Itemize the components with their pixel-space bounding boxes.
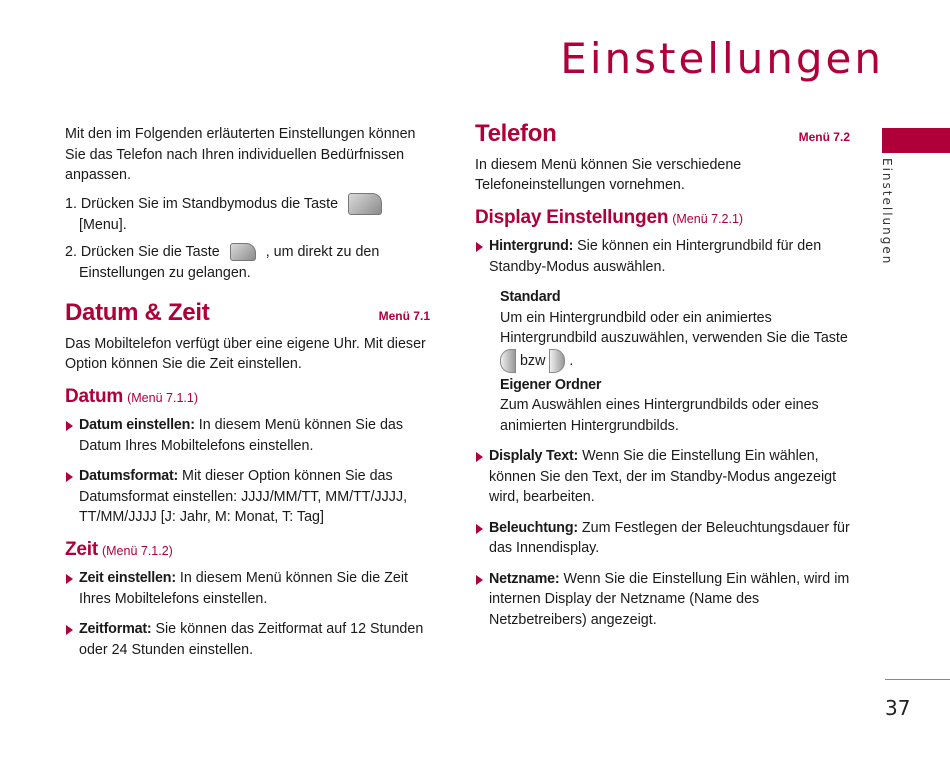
right-column [475,120,850,630]
bullet-term: Datumsformat: [79,468,179,484]
page-title: Einstellungen [560,34,884,83]
section-telefon-title: Telefon [475,120,557,147]
bullet-arrow-icon [476,524,483,534]
bullet-arrow-icon [66,625,73,635]
bullet-arrow-icon [476,452,483,462]
bullet-text: In diesem Menü können Sie das Datum Ihres Mobiltelefons einstellen. [79,417,403,454]
step-1 [65,193,430,236]
number-7-key-icon: 7 [230,243,256,261]
option-standard [475,287,850,436]
subsection-display-title: Display Einstellungen [475,206,669,228]
bullet-datumsformat [65,466,430,528]
bullet-display-text [475,446,850,508]
bullet-text: Wenn Sie die Einstellung Ein wählen, wird im internen Display der Netzname (Name des Netzbetreibers) angezeigt. [489,570,850,628]
nav-right-key-icon [549,349,565,373]
page-number: 37 [885,696,911,720]
bullet-text: Wenn Sie die Einstellung Ein wählen, können Sie den Text, der im Standby-Modus angezeigt wird, bearbeiten. [489,448,837,505]
nav-left-key-icon [500,349,516,373]
bullet-term: Zeitformat: [79,621,152,637]
option-eigener-title: Eigener Ordner [500,376,602,393]
subsection-display-heading [475,208,850,230]
option-standard-title: Standard [500,289,561,305]
section-tab-marker [882,128,950,153]
bullet-text: In diesem Menü können Sie die Zeit Ihres Mobiltelefons einstellen. [79,570,408,607]
bullet-netzname [475,569,850,631]
subsection-display-menu: (Menü 7.2.1) [672,211,744,226]
bullet-term: Beleuchtung: [489,519,578,536]
bullet-arrow-icon [66,574,73,584]
bullet-beleuchtung [475,518,850,559]
bullet-zeitformat [65,619,430,660]
section-telefon-heading [475,120,850,148]
subsection-zeit-title: Zeit [65,538,98,560]
bullet-term: Displaly Text: [489,448,579,464]
section-side-label: Einstellungen [880,158,894,266]
step-1-text: 1. Drücken Sie im Standbymodus die Taste [65,195,339,212]
subsection-datum-menu: (Menü 7.1.1) [127,390,198,405]
bullet-term: Hintergrund: [489,238,574,254]
subsection-datum-heading [65,387,430,409]
menu-key-icon: ✦ [348,193,382,215]
bullet-text: Sie können ein Hintergrundbild für den Standby-Modus auswählen. [489,238,822,275]
bullet-arrow-icon [66,421,73,431]
intro-paragraph: Mit den im Folgenden erläuterten Einstellungen können Sie das Telefon nach Ihren individuellen Bedürfnissen anpassen. [65,126,416,183]
bullet-text: Sie können das Zeitformat auf 12 Stunden oder 24 Stunden einstellen. [79,621,424,658]
option-standard-desc: Um ein Hintergrundbild oder ein animiertes Hintergrundbild auszuwählen, verwenden Sie die Taste [500,309,848,346]
option-standard-text [500,308,850,373]
step-2-text: 2. Drücken Sie die Taste [65,244,220,260]
section-datum-zeit-title: Datum & Zeit [65,299,210,326]
left-column [65,124,430,660]
section-telefon-desc: In diesem Menü können Sie verschiedene Telefoneinstellungen vornehmen. [475,156,742,193]
bullet-text: Mit dieser Option können Sie das Datumsformat einstellen: JJJJ/MM/TT, MM/TT/JJJJ, TT/MM/JJJJ [J: Jahr, M: Monat, T: Tag] [79,468,408,525]
step-2 [65,242,430,283]
bullet-zeit-einstellen [65,568,430,609]
section-datum-zeit-desc: Das Mobiltelefon verfügt über eine eigene Uhr. Mit dieser Option können Sie die Zeit einstellen. [65,335,426,372]
bullet-term: Datum einstellen: [79,417,195,433]
step-2-suffix: , um direkt zu den Einstellungen zu gelangen. [79,244,380,281]
bullet-datum-einstellen [65,415,430,456]
footer-rule [885,679,950,680]
option-eigener-text: Zum Auswählen eines Hintergrundbilds oder eines animierten Hintergrundbilds. [500,397,819,434]
bullet-term: Netzname: [489,570,560,587]
step-1-suffix: [Menu]. [79,216,127,233]
bullet-term: Zeit einstellen: [79,570,176,586]
subsection-zeit-menu: (Menü 7.1.2) [101,543,173,558]
section-datum-zeit-menu: Menü 7.1 [378,309,430,323]
section-datum-zeit-heading [65,299,430,327]
bullet-text: Zum Festlegen der Beleuchtungsdauer für das Innendisplay. [489,519,850,556]
bullet-hintergrund [475,236,850,277]
bzw-text: bzw [519,352,546,369]
subsection-zeit-heading [65,540,430,562]
bullet-arrow-icon [476,575,483,585]
bullet-arrow-icon [66,472,73,482]
period-text: . [569,352,574,369]
bullet-arrow-icon [476,242,483,252]
subsection-datum-title: Datum [65,385,124,407]
section-telefon-menu: Menü 7.2 [798,130,850,144]
